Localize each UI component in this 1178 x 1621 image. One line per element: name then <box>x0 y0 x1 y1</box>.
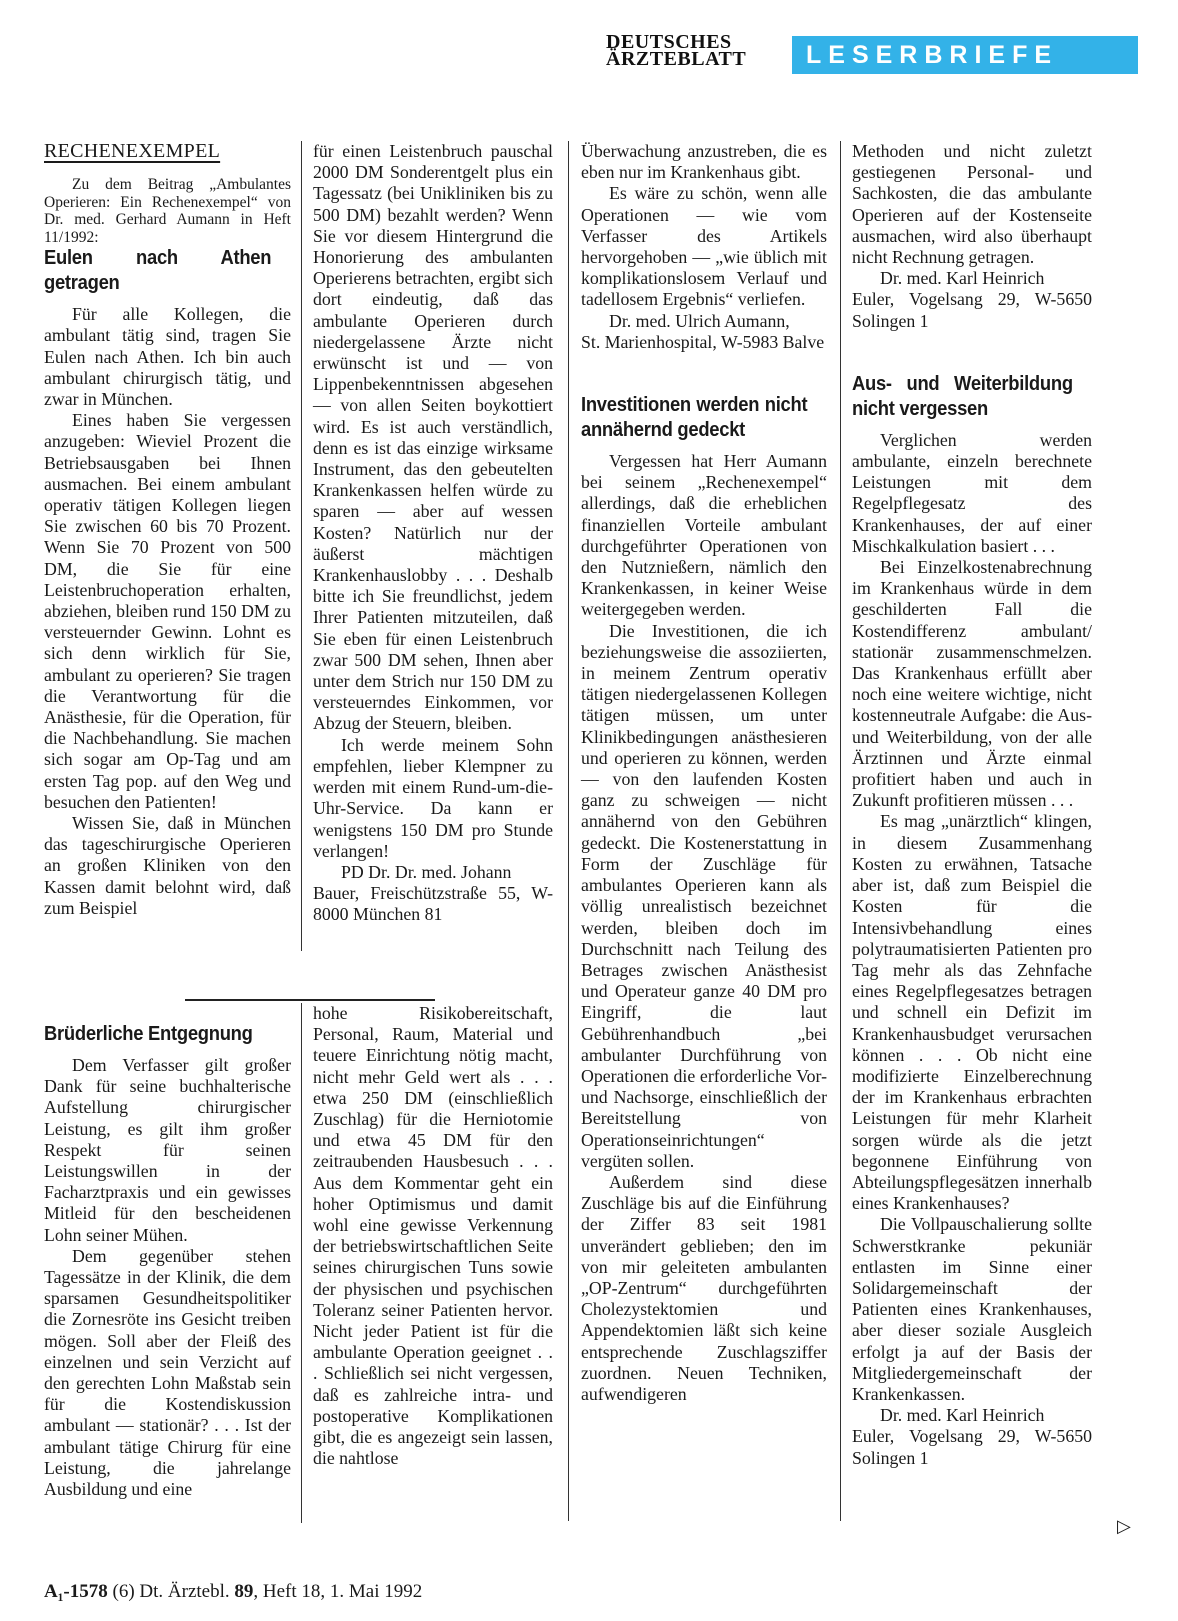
continue-arrow-icon: ▷ <box>1117 1516 1131 1536</box>
paragraph: Bei Einzelkostenabrechnung im Krankenhaus würde in dem geschilderten Fall die Kostendifferenz ambulant/ stationär zusammenschmelzen. Das Krankenhaus erfüllt aber noch eine weitere wichtige, nicht kostenneutrale Aufgabe: die Aus- und Weiterbildung, von der alle Ärztinnen und Ärzte einmal profitiert haben und auch in Zukunft profitieren müssen . . . <box>852 557 1092 811</box>
signature-address: Euler, Vogelsang 29, W-5650 Solingen 1 <box>852 289 1092 331</box>
paragraph: Für alle Kollegen, die ambulant tätig sind, tragen Sie Eulen nach Athen. Ich bin auch ambulant chirurgisch tätig, und zwar in München. <box>44 304 291 410</box>
signature-name: Dr. med. Ulrich Aumann, <box>609 310 790 331</box>
headline-bruederliche: Brüderliche Entgegnung <box>44 1023 253 1045</box>
paragraph: Ich werde meinem Sohn empfehlen, lieber Klempner zu werden mit einem Rund-um-die-Uhr-Service. Da kann er wenigstens 150 DM pro Stunde verlangen! <box>313 734 553 861</box>
column-1 <box>44 141 291 919</box>
paragraph: Eines haben Sie vergessen anzugeben: Wieviel Prozent die Betriebsausgaben bei Ihnen ausmachen. Bei einem ambulant operativ tätigen Kollegen liegen Sie zwischen 60 bis 70 Prozent. Wenn Sie 70 Prozent von 500 DM, die Sie für eine Leistenbruchoperation erhalten, abziehen, bleiben rund 150 DM zu versteuernder Gewinn. Lohnt es sich denn wirklich für Sie, ambulant zu operieren? Sie tragen die Verantwortung für die Anästhesie, für die Operation, für die Nachbehandlung. Sie machen sich sogar am Op-Tag und am ersten Tag pop. auf den Weg und besuchen den Patienten! <box>44 410 291 812</box>
paragraph: Es wäre zu schön, wenn alle Operationen — wie vom Verfasser des Artikels hervorgehoben — „wie üblich mit komplikationslosem Verlauf und tadellosem Ergebnis“ verliefen. <box>581 183 827 310</box>
column-1-bottom <box>44 1022 291 1500</box>
column-rule <box>301 141 302 951</box>
masthead-line1: DEUTSCHES <box>606 31 732 53</box>
headline-eulen: Eulen nach Athen getragen <box>44 247 272 295</box>
signature-name: Dr. med. Karl Heinrich <box>880 1405 1045 1426</box>
column-rule <box>840 141 841 1521</box>
paragraph: für einen Leistenbruch pauschal 2000 DM Sonderentgelt plus ein Tagessatz (bei Unikliniken bis zu 500 DM) bezahlt werden? Wenn Sie vor diesem Hintergrund die Honorierung des ambulanten Operierens betrachten, ergibt sich dort eindeutig, daß das ambulante Operieren durch niedergelassene Ärzte nicht erwünscht ist und — von Lippenbekenntnissen abgesehen — von allen Seiten boykottiert wird. Es ist auch verständlich, denn es ist das einzige wirksame Instrument, das den gebeutelten Krankenkassen helfen würde zu sparen — aber auf wessen Kosten? Natürlich nur der äußerst mächtigen Krankenhauslobby . . . Deshalb bitte ich Sie freundlichst, jedem Ihrer Patienten mitzuteilen, daß Sie eben für einen Leistenbruch zwar 500 DM sehen, Ihnen aber unter dem Strich nur 150 DM zu versteuerndes Einkommen, vor Abzug der Steuern, bleiben. <box>313 141 553 734</box>
signature-address: Bauer, Freischützstraße 55, W-8000 München 81 <box>313 883 553 925</box>
headline-ausbildung: Aus- und Weiterbildung nicht vergessen <box>852 372 1073 420</box>
kicker: RECHENEXEMPEL <box>44 140 221 162</box>
paragraph: Dem Verfasser gilt großer Dank für seine buchhalterische Aufstellung chirurgischer Leistung, es gilt ihm großer Respekt für seinen Leistungswillen in der Facharztpraxis und ein gewisses Mitleid für den bescheidenen Lohn seiner Mühen. <box>44 1055 291 1245</box>
column-4 <box>852 141 1092 1469</box>
section-label: LESERBRIEFE <box>792 36 1138 74</box>
masthead-line2: ÄRZTEBLATT <box>606 48 747 70</box>
paragraph: Es mag „unärztlich“ klingen, in diesem Zusammenhang Kosten zu erwähnen, Tatsache aber ist, daß zum Beispiel die Kosten für die Intensivbehandlung eines polytraumatisierten Patienten pro Tag mehr als das Zehnfache eines Regelpflegesatzes betragen und schnell ein Defizit im Krankenhausbudget verursachen können . . . Ob nicht eine modifizierte Einzelberechnung der im Krankenhaus erbrachten Leistungen für mehr Klarheit sorgen würde als die jetzt begonnene Einführung von Abteilungspflegesätzen innerhalb eines Krankenhauses? <box>852 811 1092 1214</box>
article-intro: Zu dem Beitrag „Ambulantes Operieren: Ein Rechenexempel“ von Dr. med. Gerhard Aumann in Heft 11/1992: <box>44 176 291 246</box>
footer-volume: 89 <box>234 1581 254 1602</box>
paragraph: Verglichen werden ambulante, einzeln berechnete Leistungen mit dem Regelpflegesatz des Krankenhauses, der auf einer Mischkalkulation basiert . . . <box>852 429 1092 556</box>
column-3 <box>581 141 827 1405</box>
masthead-logo <box>606 31 786 70</box>
headline-investitionen: Investitionen werden nicht annähernd gedeckt <box>581 394 808 442</box>
section-divider <box>185 999 435 1001</box>
paragraph: Wissen Sie, daß in München das tageschirurgische Operieren an großen Kliniken von den Kassen damit belohnt wird, daß zum Beispiel <box>44 813 291 918</box>
paragraph: Die Investitionen, die ich beziehungsweise die assoziierten, in meinem Zentrum operativ tätigen niedergelassenen Kollegen tätigen müssen, um unter Klinikbedingungen anästhesieren und operieren zu können, werden — von den laufenden Kosten ganz zu schweigen — nicht annähernd von den Gebühren gedeckt. Die Kostenerstattung in Form der Zuschläge für ambulantes Operieren kann als völlig unrealistisch bezeichnet werden, bleiben doch im Durchschnitt nach Teilung des Betrages zwischen Anästhesist und Operateur ganze 40 DM pro Eingriff, die laut Gebührenhandbuch „bei ambulanter Durchführung von Operationen die erforderliche Vor- und Nachsorge, einschließlich der Bereitstellung von Operationseinrichtungen“ vergüten sollen. <box>581 620 827 1171</box>
signature-address: St. Marienhospital, W-5983 Balve <box>581 331 825 352</box>
signature-address: Euler, Vogelsang 29, W-5650 Solingen 1 <box>852 1426 1092 1468</box>
column-rule <box>301 1003 302 1523</box>
column-2 <box>313 141 553 926</box>
paragraph: Außerdem sind diese Zuschläge bis auf die Einführung der Ziffer 83 seit 1981 unverändert geblieben; den im von mir geleiteten ambulanten „OP-Zentrum“ durchgeführten Cholezystektomien und Appendektomien läßt sich keine entsprechende Zuschlagsziffer zuordnen. Neuen Techniken, aufwendigeren <box>581 1171 827 1404</box>
page-number: A₁-1578 <box>44 1581 108 1602</box>
column-rule <box>568 141 569 1521</box>
paragraph: hohe Risikobereitschaft, Personal, Raum, Material und teuere Einrichtung nötig macht, nicht mehr Geld wert als . . . etwa 250 DM (einschließlich Zuschlag) für die Herniotomie und etwa 45 DM für den zeitraubenden Hausbesuch . . . Aus dem Kommentar geht ein hoher Optimismus und damit wohl eine gewisse Verkennung der betriebswirtschaftlichen Seite seines chirurgischen Tuns sowie der physischen und psychischen Toleranz seiner Patienten hervor. Nicht jeder Patient ist für die ambulante Operation geeignet . . . Schließlich sei nicht vergessen, daß es zahlreiche intra- und postoperative Komplikationen gibt, die es angezeigt sein lassen, die nahtlose <box>313 1003 553 1469</box>
signature-name: PD Dr. Dr. med. Johann <box>341 861 512 882</box>
footer-citation-b: , Heft 18, 1. Mai 1992 <box>253 1581 423 1602</box>
page-footer <box>44 1581 422 1603</box>
paragraph: Überwachung anzustreben, die es eben nur im Krankenhaus gibt. <box>581 141 827 183</box>
column-2-bottom <box>313 1003 553 1469</box>
paragraph: Dem gegenüber stehen Tagessätze in der Klinik, die dem sparsamen Gesundheitspolitiker die Zornesröte ins Gesicht treiben mögen. Soll aber der Fleiß des einzelnen und sein Verzicht auf den gerechten Lohn Maßstab sein für die Kostendiskussion ambulant — stationär? . . . Ist der ambulant tätige Chirurg für eine Leistung, die jahrelange Ausbildung und eine <box>44 1245 291 1500</box>
signature-name: Dr. med. Karl Heinrich <box>880 268 1045 289</box>
paragraph: Methoden und nicht zuletzt gestiegenen Personal- und Sachkosten, die das ambulante Operieren auf der Kostenseite ausmachen, wird also überhaupt nicht Rechnung getragen. <box>852 141 1092 268</box>
footer-citation-a: (6) Dt. Ärztebl. <box>112 1581 235 1602</box>
paragraph: Die Vollpauschalierung sollte Schwerstkranke pekuniär entlasten im Sinne einer Solidargemeinschaft der Patienten eines Krankenhauses, aber dieser soziale Ausgleich erfolgt ja auf der Basis der Mitgliedergemeinschaft der Krankenkassen. <box>852 1214 1092 1404</box>
paragraph: Vergessen hat Herr Aumann bei seinem „Rechenexempel“ allerdings, daß die erheblichen finanziellen Vorteile ambulant durchgeführter Operationen von den Nutznießern, nämlich den Krankenkassen, in keiner Weise weitergegeben werden. <box>581 451 827 620</box>
